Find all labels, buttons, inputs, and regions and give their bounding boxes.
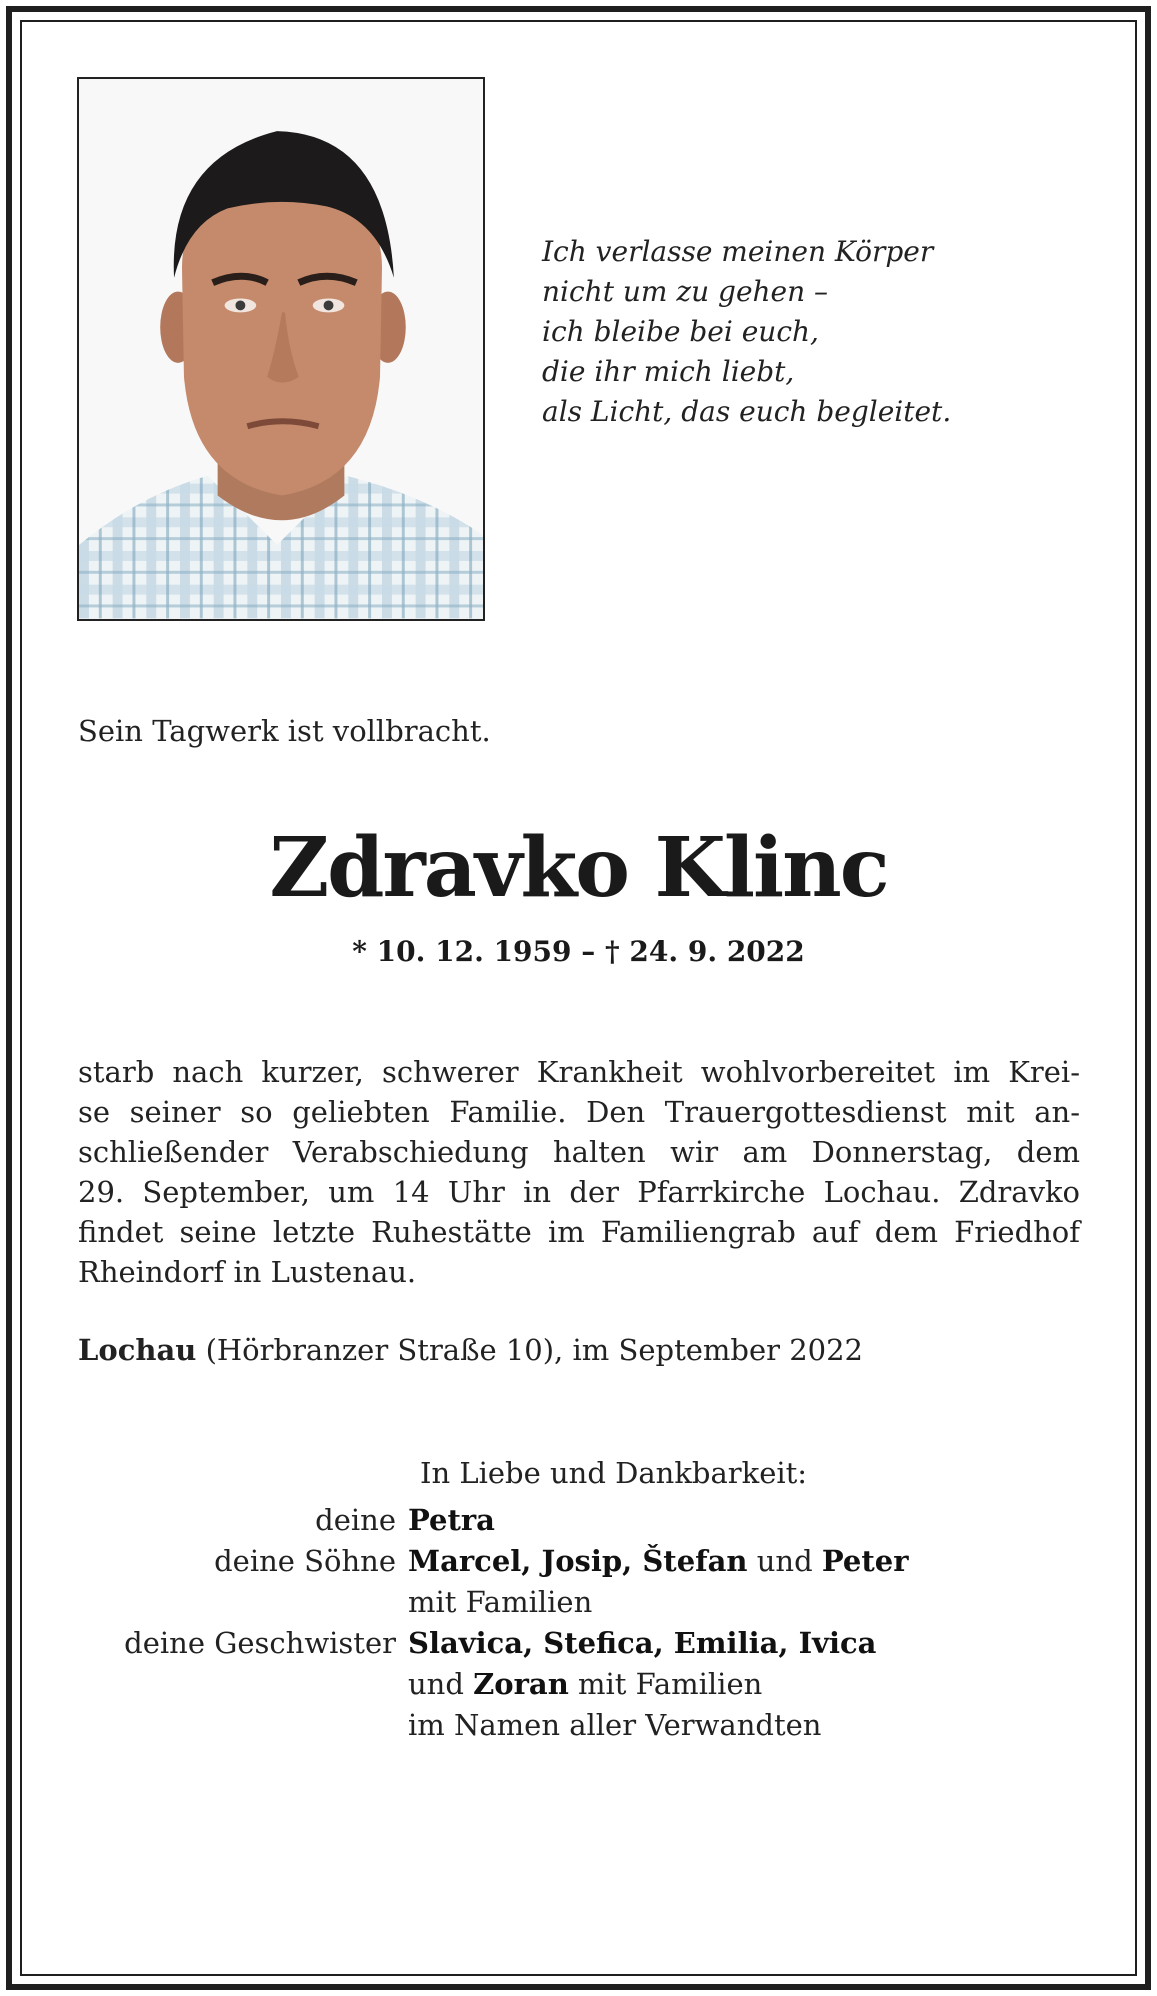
mourner-relation: deine Söhne	[214, 1544, 396, 1578]
mourner-row	[78, 1623, 1080, 1664]
mourner-row	[78, 1500, 1080, 1541]
mourner-conjunction: und	[408, 1667, 474, 1701]
mourner-name: Petra	[408, 1503, 495, 1537]
mourner-name: Marcel, Josip, Štefan	[408, 1544, 748, 1578]
mourner-row	[78, 1582, 1080, 1623]
announcement-text	[78, 1052, 1080, 1292]
mourners-list	[78, 1500, 1080, 1746]
mourner-name: Slavica, Stefica, Emilia, Ivica	[408, 1626, 877, 1660]
intro-text: Sein Tagwerk ist vollbracht.	[78, 714, 491, 748]
announcement-line: schließender Verabschiedung halten wir am Donnerstag, dem	[78, 1135, 1080, 1169]
announcement-line: se seiner so geliebten Familie. Den Trauergottesdienst mit an-	[78, 1095, 1080, 1129]
mourner-row	[78, 1664, 1080, 1705]
deceased-name: Zdravko Klinc	[269, 820, 888, 916]
closing-phrase: In Liebe und Dankbarkeit:	[420, 1456, 808, 1490]
poem-line: die ihr mich liebt,	[542, 355, 795, 388]
mourner-conjunction: und	[747, 1544, 822, 1578]
portrait-illustration	[79, 79, 483, 619]
mourner-row	[78, 1541, 1080, 1582]
mourner-name: Zoran	[473, 1667, 569, 1701]
poem-line: als Licht, das euch begleitet.	[542, 395, 952, 428]
mourner-note: mit Familien	[408, 1585, 593, 1619]
announcement-line: Rheindorf in Lustenau.	[78, 1255, 417, 1289]
portrait-photo	[77, 77, 485, 621]
announcement-line: findet seine letzte Ruhestätte im Familiengrab auf dem Friedhof	[78, 1215, 1080, 1249]
mourner-row	[78, 1705, 1080, 1746]
place-date-line	[78, 1333, 863, 1367]
poem-line: ich bleibe bei euch,	[542, 315, 819, 348]
place-address: (Hörbranzer Straße 10), im September 2022	[196, 1333, 864, 1367]
poem-line: nicht um zu gehen –	[542, 275, 829, 308]
mourner-relation: deine	[315, 1503, 396, 1537]
place-town: Lochau	[78, 1333, 197, 1367]
poem	[542, 232, 951, 432]
mourner-relation: deine Geschwister	[124, 1626, 396, 1660]
mourner-name: Peter	[821, 1544, 909, 1578]
mourner-note: mit Familien	[568, 1667, 763, 1701]
announcement-line: starb nach kurzer, schwerer Krankheit wohlvorbereitet im Krei-	[78, 1055, 1080, 1089]
announcement-line: 29. September, um 14 Uhr in der Pfarrkirche Lochau. Zdravko	[78, 1175, 1080, 1209]
life-dates: * 10. 12. 1959 – † 24. 9. 2022	[352, 935, 805, 968]
poem-line: Ich verlasse meinen Körper	[542, 235, 934, 268]
mourner-note: im Namen aller Verwandten	[408, 1708, 822, 1742]
